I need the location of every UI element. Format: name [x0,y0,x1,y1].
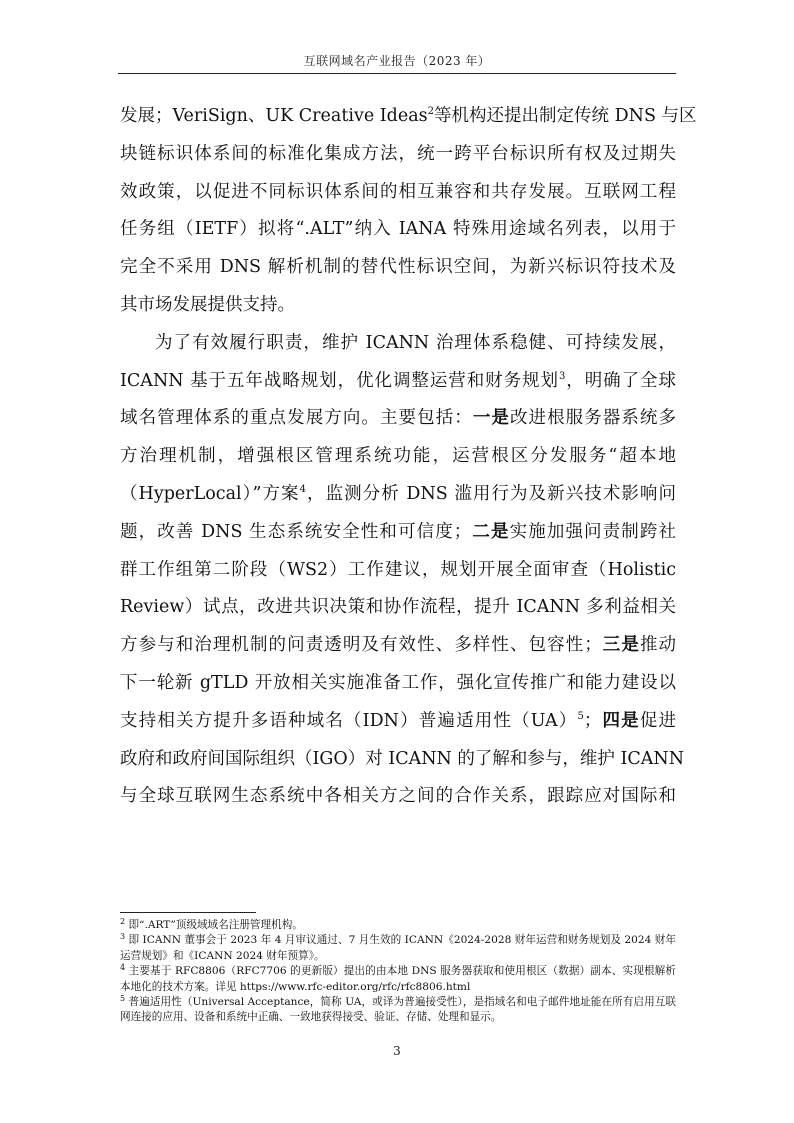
footnote-number: 5 [120,994,126,1004]
emphasis-second: 二是 [471,521,510,542]
page-number: 3 [393,1044,401,1058]
emphasis-first: 一是 [472,408,510,429]
text-line [120,363,676,401]
text-line: 效政策，以促进不同标识体系间的相互兼容和共存发展。互联网工程 [120,181,676,202]
text-line: Review）试点，改进共识决策和协作流程，提升 ICANN 多利益相关 [120,597,676,618]
text-line: 下一轮新 gTLD 开放相关实施准备工作，强化宣传推广和能力建设以 [120,672,676,693]
main-text [120,98,697,816]
emphasis-third: 三是 [601,635,640,656]
text-line: 为了有效履行职责，维护 ICANN 治理体系稳健、可持续发展， [155,332,676,353]
text-span: 实施加强问责制跨社 [509,521,676,542]
text-span: 促进 [639,710,677,731]
footnote-ref-5[interactable]: 5 [577,710,584,722]
text-line: 群工作组第二阶段（WS2）工作建议，规划开展全面审查（Holistic [120,559,676,580]
text-line: 政府和政府间国际组织（IGO）对 ICANN 的了解和参与，维护 ICANN [120,748,685,769]
text-span: 改进根服务器系统多 [509,408,677,429]
emphasis-fourth: 四是 [601,710,640,731]
text-line [120,703,676,741]
text-span: 方参与和治理机制的问责透明及有效性、多样性、包容性； [120,635,602,656]
text-span: ICANN 基于五年战略规划，优化调整运营和财务规划 [120,370,559,391]
text-line [120,627,676,665]
text-line: 方治理机制，增强根区管理系统功能，运营根区分发服务“超本地 [120,446,676,467]
footnote-ref-2[interactable]: 2 [427,106,435,117]
paragraph-1 [120,98,697,325]
footnote-text: 即 ICANN 董事会于 2023 年 4 月审议通过、7 月生效的 ICANN《2024-2028 财年运营和财务规划及 2024 财年运营规划》和《ICANN 2024 财年预算》。 [120,934,676,962]
footnotes [120,918,676,1026]
text-span: ，监测分析 DNS 滥用行为及新兴技术影响问 [305,483,676,504]
text-span: ，明确了全球 [565,370,676,391]
footnote-text: 即“.ART”顶级域域名注册管理机构。 [128,919,303,931]
footnote-item [120,933,676,964]
text-span: 发展；VeriSign、UK Creative Ideas [120,106,428,126]
footnote-item [120,918,676,933]
text-line [120,514,676,552]
text-span: ； [583,710,602,731]
text-line: 任务组（IETF）拟将“.ALT”纳入 IANA 特殊用途域名列表，以用于 [120,219,676,240]
footnote-ref-3[interactable]: 3 [558,370,566,382]
header-divider [118,73,676,74]
text-line: 其市场发展提供支持。 [120,294,295,315]
text-line: 完全不采用 DNS 解析机制的替代性标识空间，为新兴标识符技术及 [120,257,676,278]
paragraph-2 [120,325,685,816]
text-span: 域名管理体系的重点发展方向。主要包括： [120,408,473,429]
text-span: 等机构还提出制定传统 DNS 与区 [434,106,697,126]
footnote-text: 主要基于 RFC8806（RFC7706 的更新版）提出的由本地 DNS 服务器获取和使用根区（数据）副本、实现根解析本地化的技术方案。详见 https://www.rfc-editor.org/rfc/rfc8806.html [120,965,676,993]
running-header: 互联网域名产业报告（2023 年） [303,54,491,68]
footnote-divider [120,912,256,913]
text-span: 支持相关方提升多语种域名（IDN）普遍适用性（UA） [120,710,578,731]
text-span: （HyperLocal）”方案 [120,483,300,504]
text-line: 块链标识体系间的标准化集成方法，统一跨平台标识所有权及过期失 [120,143,676,164]
footnote-number: 4 [120,963,126,973]
footnote-ref-4[interactable]: 4 [299,483,306,495]
text-line [120,400,676,438]
footnote-number: 2 [120,917,126,926]
footnote-number: 3 [120,932,126,942]
text-span: 推动 [639,635,677,656]
text-span: 题，改善 DNS 生态系统安全性和可信度； [120,521,472,542]
text-line: 与全球互联网生态系统中各相关方之间的合作关系，跟踪应对国际和 [120,786,676,807]
text-line [120,476,676,514]
footnote-text: 普遍适用性（Universal Acceptance，简称 UA，或译为普遍接受性），是指域名和电子邮件地址能在所有启用互联网连接的应用、设备和系统中正确、一致地获得接受、验证、存储、处理和显示。 [120,996,676,1024]
footnote-item [120,995,676,1026]
footnote-item [120,964,676,995]
text-line [120,98,697,136]
